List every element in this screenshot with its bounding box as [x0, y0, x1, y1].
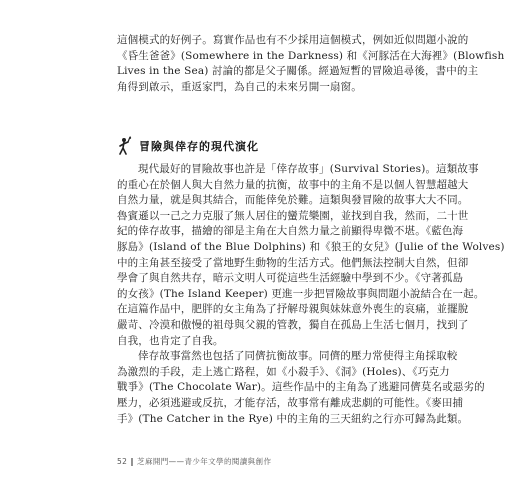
page-footer: 52 ‖ 芝麻開門——青少年文學的閱讀與創作	[117, 457, 272, 466]
section-title: 冒險與倖存的現代演化	[139, 140, 259, 153]
paragraph-line: 魯賓遜以一己之力克服了無人居住的蠻荒樂園，並找到自我，然而，二十世	[117, 209, 469, 222]
paragraph-line: 嚴苛、冷漠和傲慢的祖母與父親的管教，獨自在孤島上生活七個月，找到了	[117, 318, 469, 331]
paragraph-line: 壓力，必須逃避或反抗，才能存活，故事常有離成悲劇的可能性。《麥田捕	[117, 396, 464, 409]
paragraph-line: 的重心在於個人與大自然力量的抗衡，故事中的主角不是以個人智慧超越大	[117, 178, 469, 191]
paragraph-line: 中的主角甚至接受了當地野生動物的生活方式。他們無法控制大自然，但卻	[117, 256, 469, 269]
intro-line: Lives in the Sea) 討論的都是父子關係。經過短暫的冒險追尋後，書中的主	[117, 65, 479, 78]
paragraph-line: 戰爭》(The Chocolate War)。這些作品中的主角為了逃避同儕莫名或惡劣的	[117, 381, 485, 394]
section-heading	[115, 136, 259, 156]
paragraph-line: 紀的倖存故事，描繪的卻是主角在大自然力量之前顯得卑微不堪。《藍色海	[117, 225, 464, 238]
paragraph-line: 豚島》(Island of the Blue Dolphins) 和《狼王的女兒》(Julie of the Wolves)	[117, 240, 505, 253]
paragraph-line: 自然力量，就是與其結合，而能倖免於難。這類與發冒險的故事大大不同。	[117, 194, 469, 207]
intro-line: 角得到啟示，重返家門，為自己的未來另開一扇窗。	[117, 80, 362, 93]
intro-line: 《昏生爸爸》(Somewhere in the Darkness) 和《河豚活在大海裡》(Blowfish	[117, 49, 505, 62]
intro-line: 這個模式的好例子。寫實作品也有不少採用這個模式，例如近似問題小說的	[117, 34, 469, 46]
paragraph-line: 自我，也肯定了自我。	[117, 334, 224, 347]
paragraph-line: 在這篇作品中，肥胖的女主角為了抒解母親與妹妹意外喪生的哀痛，並擺脫	[117, 303, 469, 316]
paragraph-line: 倖存故事當然也包括了同儕抗衡故事。同儕的壓力常使得主角採取較	[138, 350, 458, 363]
body-text	[117, 162, 505, 427]
paragraph-line: 現代最好的冒險故事也許是「倖存故事」(Survival Stories)。這類故事	[138, 163, 479, 175]
intro-paragraph	[117, 33, 505, 95]
paragraph-line: 為激烈的手段，走上逃亡路程，如《小殺手》、《洞》(Holes)、《巧克力	[117, 365, 450, 378]
paragraph-line: 手》(The Catcher in the Rye) 中的主角的三天紐約之行亦可歸為此類。	[117, 412, 469, 425]
figure-with-torch-icon	[115, 136, 135, 156]
paragraph-line: 學會了與自然共存，暗示文明人可從這些生活經驗中學到不少。《守著孤島	[117, 272, 464, 285]
paragraph-line: 的女孩》(The Island Keeper) 更進一步把冒險故事與問題小說結合在一起。	[117, 287, 485, 300]
